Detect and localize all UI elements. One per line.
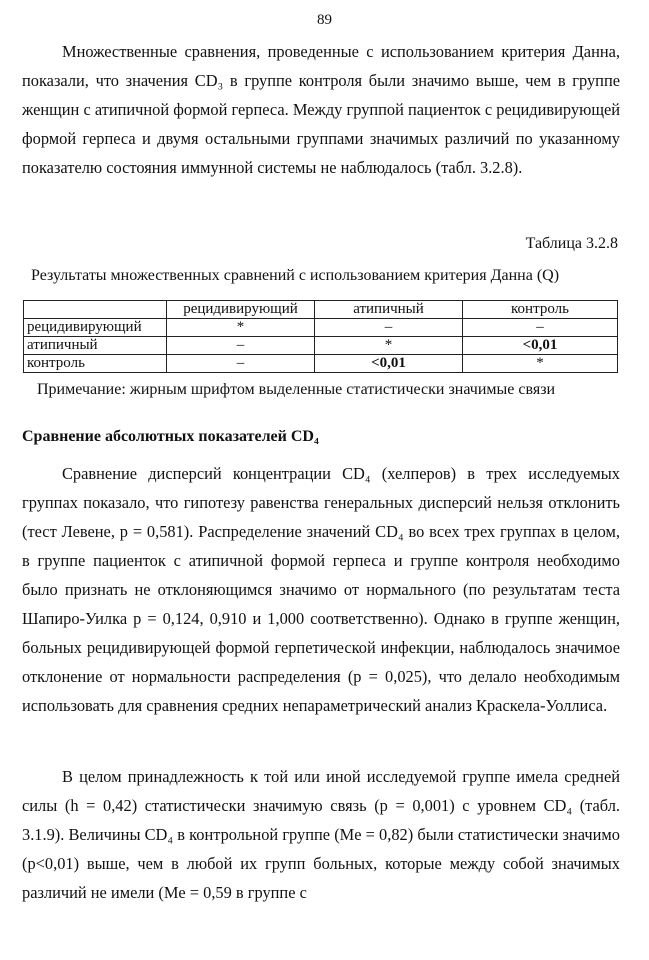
table-cell: – xyxy=(167,355,315,373)
paragraph-dunn-cd3: Множественные сравнения, проведенные с использованием критерия Данна, показали, что значения CD₃ в группе контроля были значимо выше, чем в группе женщин с атипичной формой герпеса. Между группой пациенток с рецидивирующей формой герпеса и двумя остальными группами значимых различий по указанному показателю состояния иммунной системы не наблюдалось (табл. 3.2.8). xyxy=(22,42,620,177)
row-label-atypical: атипичный xyxy=(24,337,167,355)
table-row xyxy=(24,355,618,373)
table-cell-significant: <0,01 xyxy=(315,355,463,373)
header-recurrent: рецидивирующий xyxy=(167,301,315,319)
row-label-recurrent: рецидивирующий xyxy=(24,319,167,337)
table-header-row xyxy=(24,301,618,319)
header-atypical: атипичный xyxy=(315,301,463,319)
row-label-control: контроль xyxy=(24,355,167,373)
table-row xyxy=(24,319,618,337)
table-caption: Результаты множественных сравнений с использованием критерия Данна (Q) xyxy=(31,267,560,284)
header-corner xyxy=(24,301,167,319)
table-cell: * xyxy=(463,355,618,373)
paragraph-cd4-variance: Сравнение дисперсий концентрации CD₄ (хелперов) в трех исследуемых группах показало, что гипотезу равенства генеральных дисперсий нельзя отклонить (тест Левене, p = 0,581). Распределение значений CD₄ во всех трех группах в целом, в группе пациенток с атипичной формой герпеса и группе контроля необходимо было признать не отклоняющимся значимо от нормального (по результатам теста Шапиро-Уилка p = 0,124, 0,910 и 1,000 соответственно). Однако в группе женщин, больных рецидивирующей формой герпетической инфекции, наблюдалось значимое отклонение от нормальности распределения (p = 0,025), что делало необходимым использовать для сравнения средних непараметрический анализ Краскела-Уоллиса. xyxy=(22,464,620,715)
table-cell: * xyxy=(315,337,463,355)
header-control: контроль xyxy=(463,301,618,319)
table-cell-significant: <0,01 xyxy=(463,337,618,355)
table-cell: – xyxy=(315,319,463,337)
table-row xyxy=(24,337,618,355)
dunn-comparison-table xyxy=(23,300,618,373)
page-number: 89 xyxy=(317,12,332,28)
table-cell: – xyxy=(167,337,315,355)
table-label: Таблица 3.2.8 xyxy=(525,235,618,252)
table-cell: * xyxy=(167,319,315,337)
table-cell: – xyxy=(463,319,618,337)
section-heading-cd4: Сравнение абсолютных показателей CD₄ xyxy=(22,428,319,445)
paragraph-cd4-groups: В целом принадлежность к той или иной исследуемой группе имела средней силы (h = 0,42) статистически значимую связь (p = 0,001) с уровнем CD₄ (табл. 3.1.9). Величины CD₄ в контрольной группе (Me = 0,82) были статистически значимо (p<0,01) выше, чем в любой их групп больных, которые между собой значимых различий не имели (Me = 0,59 в группе с xyxy=(22,767,620,902)
table-note: Примечание: жирным шрифтом выделенные статистически значимые связи xyxy=(37,381,556,398)
